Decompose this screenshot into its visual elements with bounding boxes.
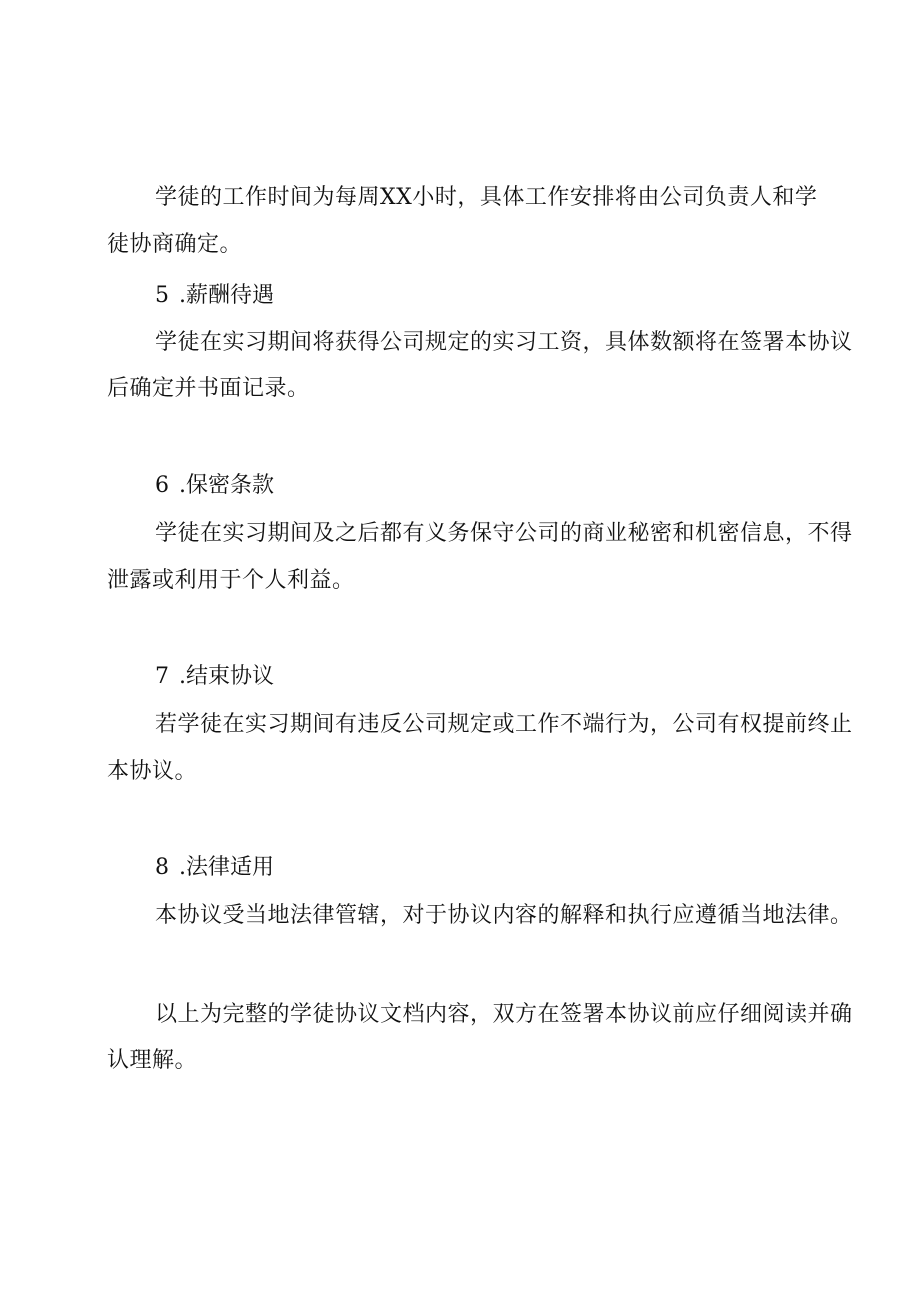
section-6-title: .保密条款 — [179, 473, 274, 498]
section-6-paragraph-line-2: 泄露或利用于个人利益。 — [107, 568, 355, 593]
section-7-heading — [155, 662, 274, 692]
section-6-number: 6 — [155, 473, 169, 498]
section-8-paragraph-line-1: 本协议受当地法律管辖，对于协议内容的解释和执行应遵循当地法律。 — [155, 903, 853, 928]
section-8-heading — [155, 853, 274, 883]
work-time-paragraph-line-1: 学徒的工作时间为每周XX小时，具体工作安排将由公司负责人和学 — [155, 185, 818, 210]
section-8-title: .法律适用 — [179, 855, 274, 880]
section-6-paragraph-line-1: 学徒在实习期间及之后都有义务保守公司的商业秘密和机密信息，不得 — [155, 521, 853, 546]
section-5-paragraph-line-1: 学徒在实习期间将获得公司规定的实习工资，具体数额将在签署本协议 — [155, 330, 853, 355]
section-6-heading — [155, 471, 274, 501]
section-7-number: 7 — [155, 664, 169, 689]
closing-paragraph-line-1: 以上为完整的学徒协议文档内容，双方在签署本协议前应仔细阅读并确 — [155, 1002, 853, 1027]
section-7-paragraph-line-2: 本协议。 — [107, 759, 198, 784]
section-5-title: .薪酬待遇 — [179, 283, 274, 308]
closing-paragraph-line-2: 认理解。 — [107, 1048, 198, 1073]
section-8-number: 8 — [155, 855, 169, 880]
work-time-paragraph-line-2: 徒协商确定。 — [107, 232, 243, 257]
section-5-heading — [155, 281, 274, 311]
section-7-title: .结束协议 — [179, 664, 274, 689]
section-5-number: 5 — [155, 283, 169, 308]
section-7-paragraph-line-1: 若学徒在实习期间有违反公司规定或工作不端行为，公司有权提前终止 — [155, 712, 853, 737]
section-5-paragraph-line-2: 后确定并书面记录。 — [107, 376, 310, 401]
